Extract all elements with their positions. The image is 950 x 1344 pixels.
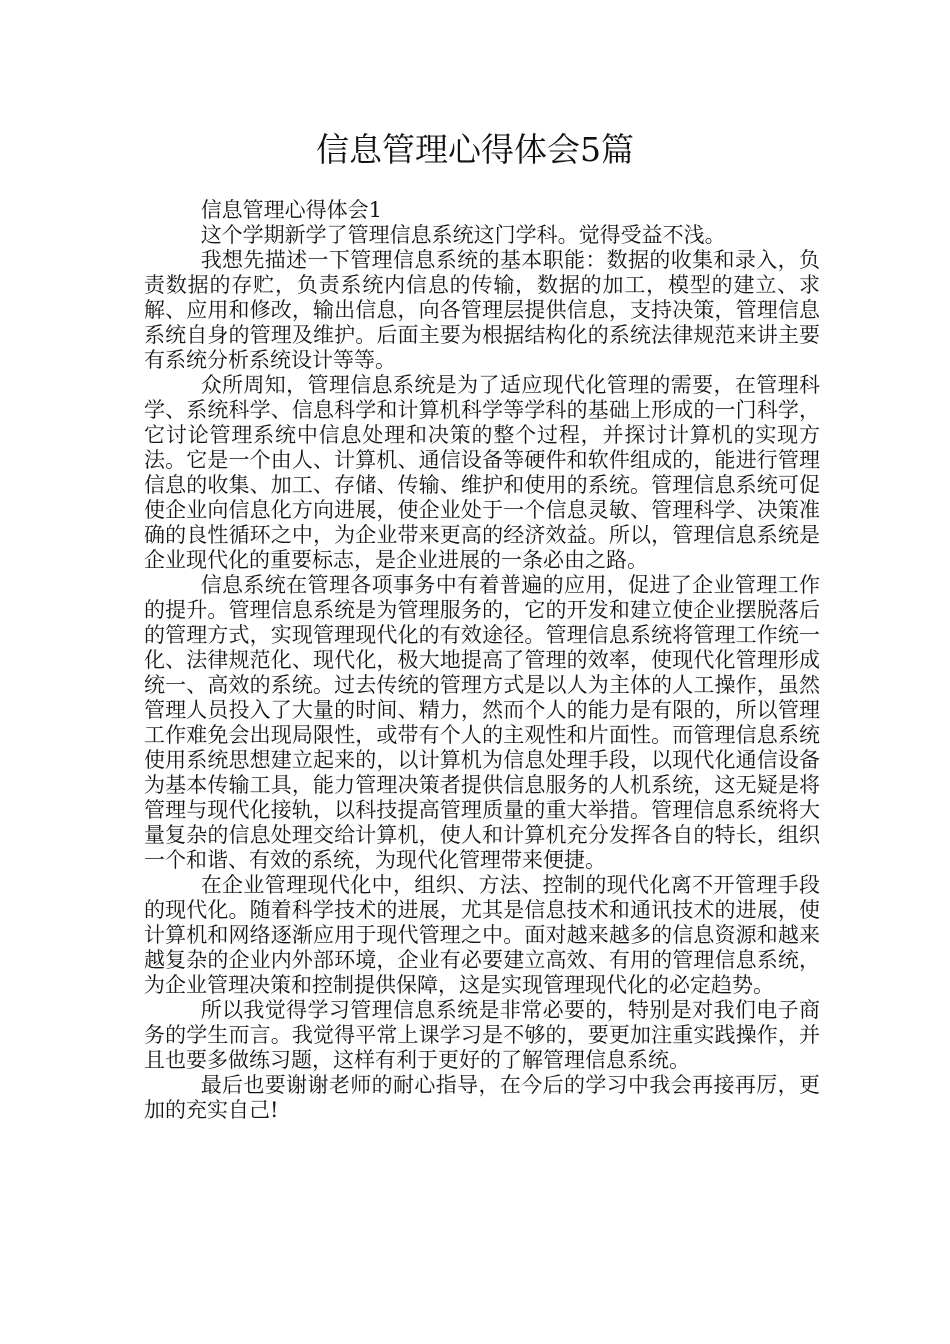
paragraph-2: 我想先描述一下管理信息系统的基本职能：数据的收集和录入，负责数据的存贮，负责系统内信息的传输，数据的加工，模型的建立、求解、应用和修改，输出信息，向各管理层提供信息，支持决策，管理信息系统自身的管理及维护。后面主要为根据结构化的系统法律规范来讲主要有系统分析系统设计等等。 (144, 248, 820, 372)
page-title: 信息管理心得体会5篇 (316, 130, 634, 169)
paragraph-3: 众所周知，管理信息系统是为了适应现代化管理的需要，在管理科学、系统科学、信息科学和计算机科学等学科的基础上形成的一门科学，它讨论管理系统中信息处理和决策的整个过程，并探讨计算机的实现方法。它是一个由人、计算机、通信设备等硬件和软件组成的，能进行管理信息的收集、加工、存储、传输、维护和使用的系统。管理信息系统可促使企业向信息化方向进展，使企业处于一个信息灵敏、管理科学、决策准确的良性循环之中，为企业带来更高的经济效益。所以，管理信息系统是企业现代化的重要标志，是企业进展的一条必由之路。 (144, 373, 820, 572)
paragraph-1: 这个学期新学了管理信息系统这门学科。觉得受益不浅。 (200, 223, 726, 247)
section-heading: 信息管理心得体会1 (200, 198, 383, 222)
paragraph-7: 最后也要谢谢老师的耐心指导，在今后的学习中我会再接再厉，更加的充实自己! (144, 1073, 820, 1122)
paragraph-4: 信息系统在管理各项事务中有着普遍的应用，促进了企业管理工作的提升。管理信息系统是为管理服务的，它的开发和建立使企业摆脱落后的管理方式，实现管理现代化的有效途径。管理信息系统将管理工作统一化、法律规范化、现代化，极大地提高了管理的效率，使现代化管理形成统一、高效的系统。过去传统的管理方式是以人为主体的人工操作，虽然管理人员投入了大量的时间、精力，然而个人的能力是有限的，所以管理工作难免会出现局限性，或带有个人的主观性和片面性。而管理信息系统使用系统思想建立起来的，以计算机为信息处理手段，以现代化通信设备为基本传输工具，能力管理决策者提供信息服务的人机系统，这无疑是将管理与现代化接轨，以科技提高管理质量的重大举措。管理信息系统将大量复杂的信息处理交给计算机，使人和计算机充分发挥各自的特长，组织一个和谐、有效的系统，为现代化管理带来便捷。 (144, 573, 820, 872)
paragraph-6: 所以我觉得学习管理信息系统是非常必要的，特别是对我们电子商务的学生而言。我觉得平常上课学习是不够的，要更加注重实践操作，并且也要多做练习题，这样有利于更好的了解管理信息系统。 (144, 998, 820, 1072)
paragraph-5: 在企业管理现代化中，组织、方法、控制的现代化离不开管理手段的现代化。随着科学技术的进展，尤其是信息技术和通讯技术的进展，使计算机和网络逐渐应用于现代管理之中。面对越来越多的信息资源和越来越复杂的企业内外部环境，企业有必要建立高效、有用的管理信息系统，为企业管理决策和控制提供保障，这是实现管理现代化的必定趋势。 (144, 873, 820, 997)
document-body (144, 198, 820, 1123)
